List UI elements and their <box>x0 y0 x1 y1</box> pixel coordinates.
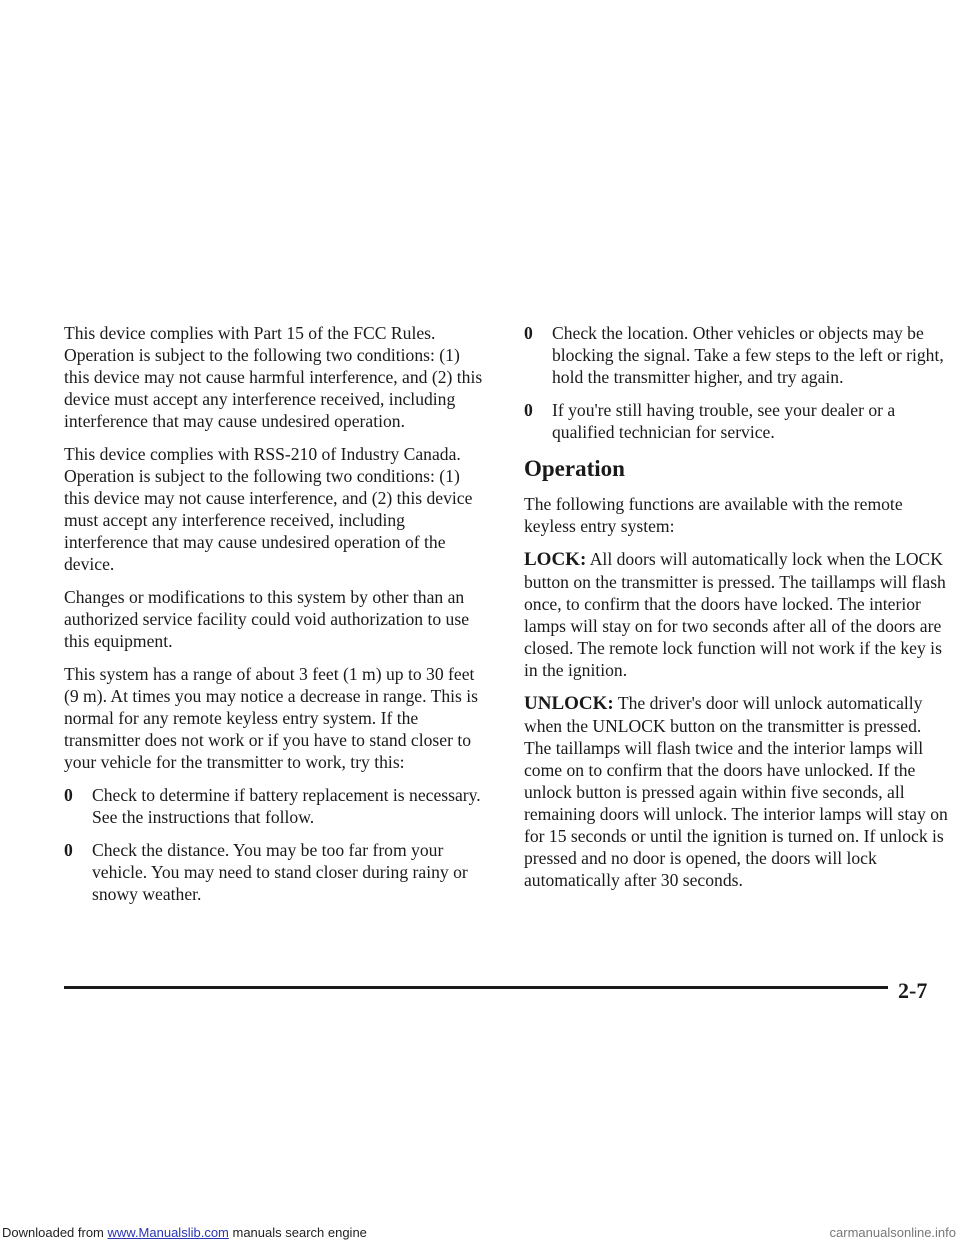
lock-description: All doors will automatically lock when the LOCK button on the transmitter is pressed. The taillamps will flash once, to confirm that the doors have locked. The interior lamps will stay on for two seconds after all of the doors are closed. The remote lock function will not work if the key is in the ignition. <box>524 549 946 680</box>
unlock-term: UNLOCK: <box>524 693 614 714</box>
list-item <box>524 322 950 388</box>
fcc-compliance-paragraph: This device complies with Part 15 of the FCC Rules. Operation is subject to the following two conditions: (1) this device may not cause harmful interference, and (2) this device must accept any interference received, including interference that may cause undesired operation. <box>64 323 483 431</box>
industry-canada-paragraph: This device complies with RSS-210 of Industry Canada. Operation is subject to the following two conditions: (1) this device may not cause interference, and (2) this device must accept any interference received, including interference that may cause undesired operation of the device. <box>64 444 473 574</box>
bullet-marker: 0 <box>64 785 73 805</box>
bullet-marker: 0 <box>64 840 73 860</box>
list-item-text: Check the location. Other vehicles or objects may be blocking the signal. Take a few steps to the left or right, hold the transmitter higher, and try again. <box>552 323 944 387</box>
operation-heading: Operation <box>524 456 625 481</box>
range-paragraph: This system has a range of about 3 feet (1 m) up to 30 feet (9 m). At times you may notice a decrease in range. This is normal for any remote keyless entry system. If the transmitter does not work or if you have to stand closer to your vehicle for the transmitter to work, try this: <box>64 664 478 772</box>
left-column <box>64 322 488 916</box>
page-number: 2-7 <box>898 978 928 1003</box>
watermark: carmanualsonline.info <box>829 1225 956 1240</box>
unlock-paragraph <box>524 692 950 891</box>
list-item-text: Check to determine if battery replacement is necessary. See the instructions that follow. <box>92 785 481 827</box>
lock-term: LOCK: <box>524 549 587 570</box>
list-item-text: If you're still having trouble, see your dealer or a qualified technician for service. <box>552 400 896 442</box>
modifications-paragraph: Changes or modifications to this system by other than an authorized service facility could void authorization to use this equipment. <box>64 587 470 651</box>
credit-prefix: Downloaded from <box>2 1225 108 1240</box>
operation-intro: The following functions are available with the remote keyless entry system: <box>524 494 903 536</box>
bullet-marker: 0 <box>524 323 533 343</box>
manualslib-link[interactable]: www.Manualslib.com <box>107 1225 229 1240</box>
bullet-marker: 0 <box>524 400 533 420</box>
credit-suffix: manuals search engine <box>228 1225 367 1240</box>
list-item <box>64 839 488 905</box>
right-column <box>524 322 950 902</box>
download-credit <box>2 1225 367 1240</box>
lock-paragraph <box>524 548 950 681</box>
list-item-text: Check the distance. You may be too far from your vehicle. You may need to stand closer during rainy or snowy weather. <box>92 840 468 904</box>
list-item <box>524 399 950 443</box>
unlock-description: The driver's door will unlock automatically when the UNLOCK button on the transmitter is pressed. The taillamps will flash twice and the interior lamps will come on to confirm that the doors have unlocked. If the unlock button is pressed again within five seconds, all remaining doors will unlock. The interior lamps will stay on for 15 seconds or until the ignition is turned on. If unlock is pressed and no door is opened, the doors will lock automatically after 30 seconds. <box>524 693 948 890</box>
list-item <box>64 784 488 828</box>
footer-rule <box>64 986 888 989</box>
